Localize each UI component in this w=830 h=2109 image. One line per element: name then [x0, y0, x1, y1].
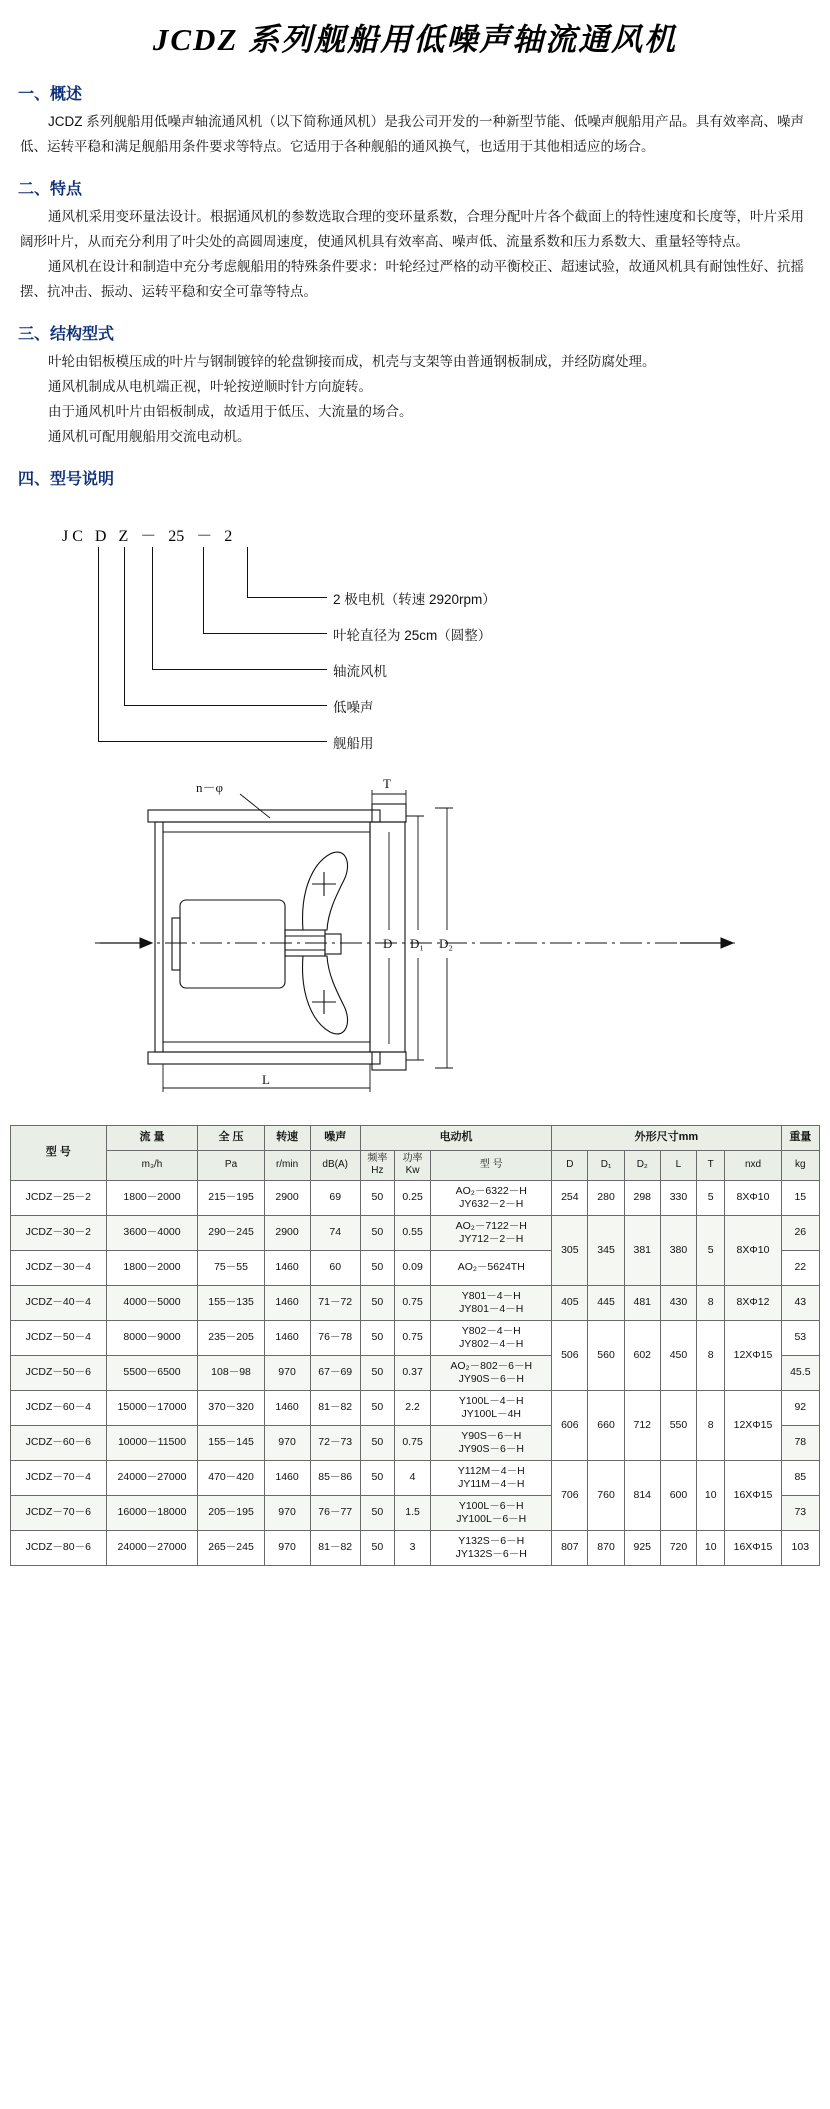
leader-line — [98, 741, 327, 742]
model-code-label: 轴流风机 — [333, 663, 387, 679]
cell-dim-D1: 280 — [588, 1180, 624, 1215]
cell-dim-D1: 760 — [588, 1460, 624, 1530]
cell-model: JCDZ－60－4 — [11, 1390, 107, 1425]
cell-dim-nxd: 16XΦ15 — [725, 1460, 781, 1530]
cell-dim-D2: 814 — [624, 1460, 660, 1530]
cell-freq: 50 — [360, 1530, 394, 1565]
cell-power: 2.2 — [394, 1390, 430, 1425]
cell-speed: 970 — [264, 1355, 310, 1390]
cell-noise: 76－78 — [310, 1320, 360, 1355]
th-dim-T: T — [697, 1150, 725, 1180]
cell-flow: 3600－4000 — [106, 1215, 198, 1250]
cell-model: JCDZ－40－4 — [11, 1285, 107, 1320]
cell-speed: 1460 — [264, 1320, 310, 1355]
cell-motor-model: AO₂－7122－H JY712－2－H — [431, 1215, 552, 1250]
th-pressure-unit: Pa — [198, 1150, 264, 1180]
section-paragraph: 通风机采用变环量法设计。根据通风机的参数选取合理的变环量系数，合理分配叶片各个截面上的特性速度和长度等，叶片采用阔形叶片，从而充分利用了叶尖处的高圆周速度，使通风机具有效率高、噪声低、流量系数和压力系数大、重量轻等特点。 — [20, 208, 804, 249]
cell-weight: 78 — [781, 1425, 819, 1460]
cell-motor-model: Y802－4－H JY802－4－H — [431, 1320, 552, 1355]
cell-dim-T: 10 — [697, 1530, 725, 1565]
cell-power: 3 — [394, 1530, 430, 1565]
leader-line — [124, 705, 327, 706]
cell-dim-D: 305 — [552, 1215, 588, 1285]
model-code-char: Z — [118, 527, 129, 545]
cell-dim-L: 720 — [660, 1530, 696, 1565]
th-dim-L: L — [660, 1150, 696, 1180]
cell-dim-D2: 925 — [624, 1530, 660, 1565]
fan-assembly-drawing — [0, 772, 830, 1107]
cell-dim-T: 8 — [697, 1320, 725, 1390]
cell-flow: 8000－9000 — [106, 1320, 198, 1355]
cell-pressure: 370－320 — [198, 1390, 264, 1425]
th-dimensions: 外形尺寸mm — [552, 1125, 781, 1150]
spec-table-wrapper — [0, 1117, 830, 1592]
cell-noise: 60 — [310, 1250, 360, 1285]
section-paragraph: 叶轮由铝板模压成的叶片与钢制镀锌的轮盘铆接而成，机壳与支架等由普通钢板制成，并经防腐处理。 — [48, 353, 656, 369]
cell-power: 0.37 — [394, 1355, 430, 1390]
cell-motor-model: Y132S－6－H JY132S－6－H — [431, 1530, 552, 1565]
cell-flow: 1800－2000 — [106, 1250, 198, 1285]
drawing-callout-D1: D₁ — [410, 935, 424, 951]
cell-dim-nxd: 8XΦ12 — [725, 1285, 781, 1320]
cell-model: JCDZ－50－6 — [11, 1355, 107, 1390]
cell-dim-D1: 870 — [588, 1530, 624, 1565]
cell-weight: 92 — [781, 1390, 819, 1425]
cell-dim-T: 8 — [697, 1390, 725, 1460]
table-row — [11, 1215, 820, 1250]
model-code-label: 低噪声 — [333, 699, 374, 715]
cell-dim-L: 430 — [660, 1285, 696, 1320]
cell-dim-D2: 712 — [624, 1390, 660, 1460]
cell-pressure: 155－135 — [198, 1285, 264, 1320]
cell-freq: 50 — [360, 1355, 394, 1390]
cell-weight: 45.5 — [781, 1355, 819, 1390]
section-heading-model-code: 四、型号说明 — [18, 470, 115, 488]
cell-pressure: 235－205 — [198, 1320, 264, 1355]
cell-dim-D: 254 — [552, 1180, 588, 1215]
cell-power: 0.75 — [394, 1425, 430, 1460]
cell-dim-D1: 345 — [588, 1215, 624, 1285]
cell-noise: 71－72 — [310, 1285, 360, 1320]
cell-power: 0.25 — [394, 1180, 430, 1215]
cell-speed: 970 — [264, 1425, 310, 1460]
cell-motor-model: Y100L－6－H JY100L－6－H — [431, 1495, 552, 1530]
cell-pressure: 75－55 — [198, 1250, 264, 1285]
cell-noise: 81－82 — [310, 1530, 360, 1565]
cell-power: 0.75 — [394, 1285, 430, 1320]
cell-model: JCDZ－25－2 — [11, 1180, 107, 1215]
cell-dim-D: 506 — [552, 1320, 588, 1390]
cell-freq: 50 — [360, 1460, 394, 1495]
cell-noise: 69 — [310, 1180, 360, 1215]
cell-model: JCDZ－50－4 — [11, 1320, 107, 1355]
cell-pressure: 108－98 — [198, 1355, 264, 1390]
cell-freq: 50 — [360, 1495, 394, 1530]
section-heading-features: 二、特点 — [18, 180, 83, 198]
model-code-string — [62, 523, 244, 546]
cell-pressure: 470－420 — [198, 1460, 264, 1495]
th-model: 型 号 — [11, 1125, 107, 1180]
cell-dim-D: 706 — [552, 1460, 588, 1530]
leader-line — [124, 547, 125, 705]
cell-speed: 970 — [264, 1495, 310, 1530]
cell-motor-model: Y801－4－H JY801－4－H — [431, 1285, 552, 1320]
leader-line — [152, 669, 327, 670]
cell-dim-nxd: 8XΦ10 — [725, 1215, 781, 1285]
cell-dim-L: 330 — [660, 1180, 696, 1215]
cell-weight: 26 — [781, 1215, 819, 1250]
cell-model: JCDZ－60－6 — [11, 1425, 107, 1460]
cell-power: 0.55 — [394, 1215, 430, 1250]
cell-noise: 67－69 — [310, 1355, 360, 1390]
cell-pressure: 155－145 — [198, 1425, 264, 1460]
cell-noise: 76－77 — [310, 1495, 360, 1530]
cell-power: 1.5 — [394, 1495, 430, 1530]
cell-flow: 15000－17000 — [106, 1390, 198, 1425]
cell-noise: 74 — [310, 1215, 360, 1250]
cell-freq: 50 — [360, 1215, 394, 1250]
cell-dim-L: 600 — [660, 1460, 696, 1530]
cell-speed: 2900 — [264, 1215, 310, 1250]
cell-power: 0.75 — [394, 1320, 430, 1355]
th-flow: 流 量 — [106, 1125, 198, 1150]
section-paragraph: 通风机制成从电机端正视，叶轮按逆顺时针方向旋转。 — [48, 378, 372, 394]
cell-weight: 103 — [781, 1530, 819, 1565]
cell-dim-L: 380 — [660, 1215, 696, 1285]
cell-model: JCDZ－80－6 — [11, 1530, 107, 1565]
th-dim-nxd: nxd — [725, 1150, 781, 1180]
cell-noise: 85－86 — [310, 1460, 360, 1495]
th-dim-D1: D₁ — [588, 1150, 624, 1180]
th-speed-unit: r/min — [264, 1150, 310, 1180]
th-flow-unit: m₃/h — [106, 1150, 198, 1180]
cell-pressure: 215－195 — [198, 1180, 264, 1215]
specification-table — [10, 1125, 820, 1566]
cell-speed: 1460 — [264, 1250, 310, 1285]
cell-speed: 2900 — [264, 1180, 310, 1215]
table-row — [11, 1180, 820, 1215]
cell-motor-model: AO₂－802－6－H JY90S－6－H — [431, 1355, 552, 1390]
model-code-char: 25 — [168, 527, 185, 545]
th-motor-power: 功率 Kw — [394, 1150, 430, 1180]
th-noise-unit: dB(A) — [310, 1150, 360, 1180]
cell-dim-D2: 602 — [624, 1320, 660, 1390]
cell-weight: 15 — [781, 1180, 819, 1215]
fan-drawing-svg — [0, 772, 830, 1102]
th-pressure: 全 压 — [198, 1125, 264, 1150]
drawing-callout-D: D — [383, 935, 393, 951]
cell-dim-D: 807 — [552, 1530, 588, 1565]
leader-line — [203, 547, 204, 633]
cell-weight: 53 — [781, 1320, 819, 1355]
table-row — [11, 1285, 820, 1320]
th-motor-model: 型 号 — [431, 1150, 552, 1180]
page-title: JCDZ 系列舰船用低噪声轴流通风机 — [152, 22, 678, 57]
cell-flow: 4000－5000 — [106, 1285, 198, 1320]
drawing-callout-D2: D₂ — [439, 935, 453, 951]
cell-dim-nxd: 8XΦ10 — [725, 1180, 781, 1215]
cell-flow: 24000－27000 — [106, 1530, 198, 1565]
table-body — [11, 1180, 820, 1565]
cell-weight: 43 — [781, 1285, 819, 1320]
cell-dim-D2: 481 — [624, 1285, 660, 1320]
th-weight: 重量 — [781, 1125, 819, 1150]
cell-model: JCDZ－70－4 — [11, 1460, 107, 1495]
cell-motor-model: AO₂－6322－H JY632－2－H — [431, 1180, 552, 1215]
cell-freq: 50 — [360, 1320, 394, 1355]
cell-motor-model: AO₂－5624TH — [431, 1250, 552, 1285]
cell-freq: 50 — [360, 1250, 394, 1285]
cell-dim-D1: 445 — [588, 1285, 624, 1320]
model-code-label: 2 极电机（转速 2920rpm） — [333, 591, 496, 607]
th-weight-unit: kg — [781, 1150, 819, 1180]
cell-dim-T: 5 — [697, 1215, 725, 1285]
cell-flow: 10000－11500 — [106, 1425, 198, 1460]
cell-model: JCDZ－70－6 — [11, 1495, 107, 1530]
cell-flow: 24000－27000 — [106, 1460, 198, 1495]
model-code-char: － — [196, 527, 213, 545]
section-paragraph: 由于通风机叶片由铝板制成，故适用于低压、大流量的场合。 — [48, 403, 413, 419]
cell-weight: 85 — [781, 1460, 819, 1495]
table-row — [11, 1390, 820, 1425]
cell-pressure: 265－245 — [198, 1530, 264, 1565]
table-row — [11, 1530, 820, 1565]
cell-flow: 16000－18000 — [106, 1495, 198, 1530]
cell-dim-nxd: 12XΦ15 — [725, 1390, 781, 1460]
cell-flow: 1800－2000 — [106, 1180, 198, 1215]
th-dim-D: D — [552, 1150, 588, 1180]
section-heading-structure: 三、结构型式 — [18, 325, 115, 343]
leader-line — [98, 547, 99, 741]
drawing-callout-L: L — [262, 1071, 270, 1087]
cell-power: 4 — [394, 1460, 430, 1495]
section-heading-overview: 一、概述 — [18, 86, 83, 103]
th-noise: 噪声 — [310, 1125, 360, 1150]
cell-freq: 50 — [360, 1285, 394, 1320]
cell-pressure: 290－245 — [198, 1215, 264, 1250]
cell-freq: 50 — [360, 1390, 394, 1425]
cell-dim-T: 5 — [697, 1180, 725, 1215]
cell-power: 0.09 — [394, 1250, 430, 1285]
cell-speed: 1460 — [264, 1285, 310, 1320]
cell-dim-D: 606 — [552, 1390, 588, 1460]
cell-noise: 72－73 — [310, 1425, 360, 1460]
section-paragraph: 通风机在设计和制造中充分考虑舰船用的特殊条件要求：叶轮经过严格的动平衡校正、超速试验，故通风机具有耐蚀性好、抗摇摆、抗冲击、振动、运转平稳和安全可靠等特点。 — [20, 258, 804, 299]
table-row — [11, 1460, 820, 1495]
leader-line — [247, 547, 248, 597]
cell-dim-D: 405 — [552, 1285, 588, 1320]
th-motor-freq: 频率 Hz — [360, 1150, 394, 1180]
th-motor: 电动机 — [360, 1125, 551, 1150]
cell-speed: 1460 — [264, 1390, 310, 1425]
cell-dim-T: 10 — [697, 1460, 725, 1530]
drawing-callout-T: T — [383, 775, 391, 791]
cell-dim-T: 8 — [697, 1285, 725, 1320]
cell-speed: 1460 — [264, 1460, 310, 1495]
cell-dim-nxd: 12XΦ15 — [725, 1320, 781, 1390]
cell-flow: 5500－6500 — [106, 1355, 198, 1390]
cell-dim-L: 450 — [660, 1320, 696, 1390]
cell-dim-D1: 560 — [588, 1320, 624, 1390]
model-code-char: J C — [62, 527, 83, 545]
cell-weight: 73 — [781, 1495, 819, 1530]
section-paragraph: 通风机可配用舰船用交流电动机。 — [48, 428, 251, 444]
cell-dim-D2: 298 — [624, 1180, 660, 1215]
drawing-callout-n-phi: n－φ — [196, 779, 224, 795]
model-code-char: 2 — [224, 527, 233, 545]
cell-model: JCDZ－30－4 — [11, 1250, 107, 1285]
cell-motor-model: Y90S－6－H JY90S－6－H — [431, 1425, 552, 1460]
cell-dim-D1: 660 — [588, 1390, 624, 1460]
section-paragraph: JCDZ 系列舰船用低噪声轴流通风机（以下简称通风机）是我公司开发的一种新型节能、低噪声舰船用产品。具有效率高、噪声低、运转平稳和满足舰船用条件要求等特点。它适用于各种舰船的通风换气，也适用于其他相适应的场合。 — [20, 114, 804, 154]
cell-weight: 22 — [781, 1250, 819, 1285]
cell-motor-model: Y100L－4－H JY100L－4H — [431, 1390, 552, 1425]
cell-model: JCDZ－30－2 — [11, 1215, 107, 1250]
model-code-char: D — [94, 527, 107, 545]
table-header-row — [11, 1125, 820, 1150]
cell-dim-nxd: 16XΦ15 — [725, 1530, 781, 1565]
model-code-label: 舰船用 — [333, 735, 374, 751]
model-code-char: － — [140, 527, 157, 545]
cell-dim-D2: 381 — [624, 1215, 660, 1285]
cell-dim-L: 550 — [660, 1390, 696, 1460]
table-row — [11, 1320, 820, 1355]
leader-line — [152, 547, 153, 669]
th-dim-D2: D₂ — [624, 1150, 660, 1180]
cell-speed: 970 — [264, 1530, 310, 1565]
cell-motor-model: Y112M－4－H JY11M－4－H — [431, 1460, 552, 1495]
model-code-diagram — [0, 501, 830, 766]
leader-line — [203, 633, 327, 634]
cell-noise: 81－82 — [310, 1390, 360, 1425]
cell-pressure: 205－195 — [198, 1495, 264, 1530]
cell-freq: 50 — [360, 1180, 394, 1215]
table-subheader-row — [11, 1150, 820, 1180]
model-code-label: 叶轮直径为 25cm（圆整） — [333, 627, 492, 643]
th-speed: 转速 — [264, 1125, 310, 1150]
leader-line — [247, 597, 327, 598]
cell-freq: 50 — [360, 1425, 394, 1460]
